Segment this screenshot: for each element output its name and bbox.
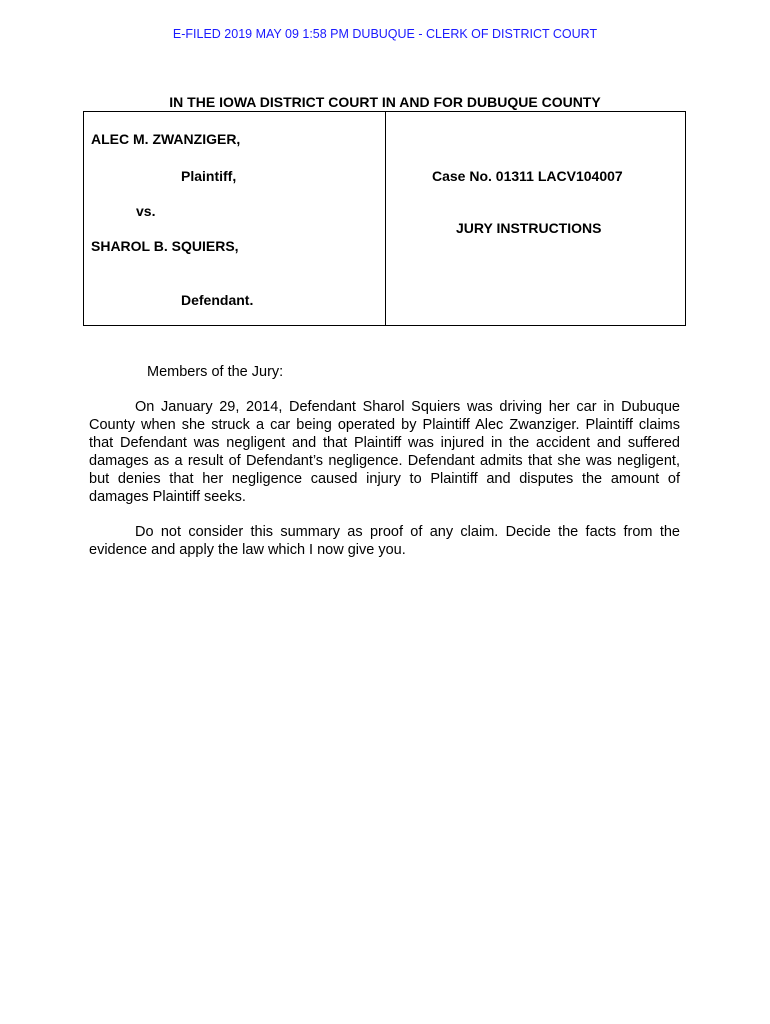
paragraph-summary: On January 29, 2014, Defendant Sharol Squiers was driving her car in Dubuque County when she struck a car being operated by Plaintiff Alec Zwanziger. Plaintiff claims that Defendant was negligent and that Plaintiff was injured in the accident and suffered damages as a result of Defendant’s negligence. Defendant admits that she was negligent, but denies that her negligence caused injury to Plaintiff and disputes the amount of damages Plaintiff seeks. bbox=[89, 399, 680, 505]
plaintiff-role: Plaintiff, bbox=[181, 168, 237, 184]
caption-divider bbox=[385, 112, 386, 325]
efiled-stamp: E-FILED 2019 MAY 09 1:58 PM DUBUQUE - CLERK OF DISTRICT COURT bbox=[172, 27, 598, 41]
defendant-role: Defendant. bbox=[181, 292, 254, 308]
case-number: Case No. 01311 LACV104007 bbox=[432, 168, 623, 184]
salutation: Members of the Jury: bbox=[147, 364, 284, 380]
court-title: IN THE IOWA DISTRICT COURT IN AND FOR DUBUQUE COUNTY bbox=[169, 94, 601, 110]
document-title: JURY INSTRUCTIONS bbox=[456, 220, 602, 236]
defendant-name: SHAROL B. SQUIERS, bbox=[91, 238, 239, 254]
plaintiff-name: ALEC M. ZWANZIGER, bbox=[91, 131, 241, 147]
paragraph-instruction: Do not consider this summary as proof of any claim. Decide the facts from the evidence and apply the law which I now give you. bbox=[89, 524, 680, 558]
versus-label: vs. bbox=[136, 203, 156, 219]
case-caption-box bbox=[83, 111, 686, 326]
